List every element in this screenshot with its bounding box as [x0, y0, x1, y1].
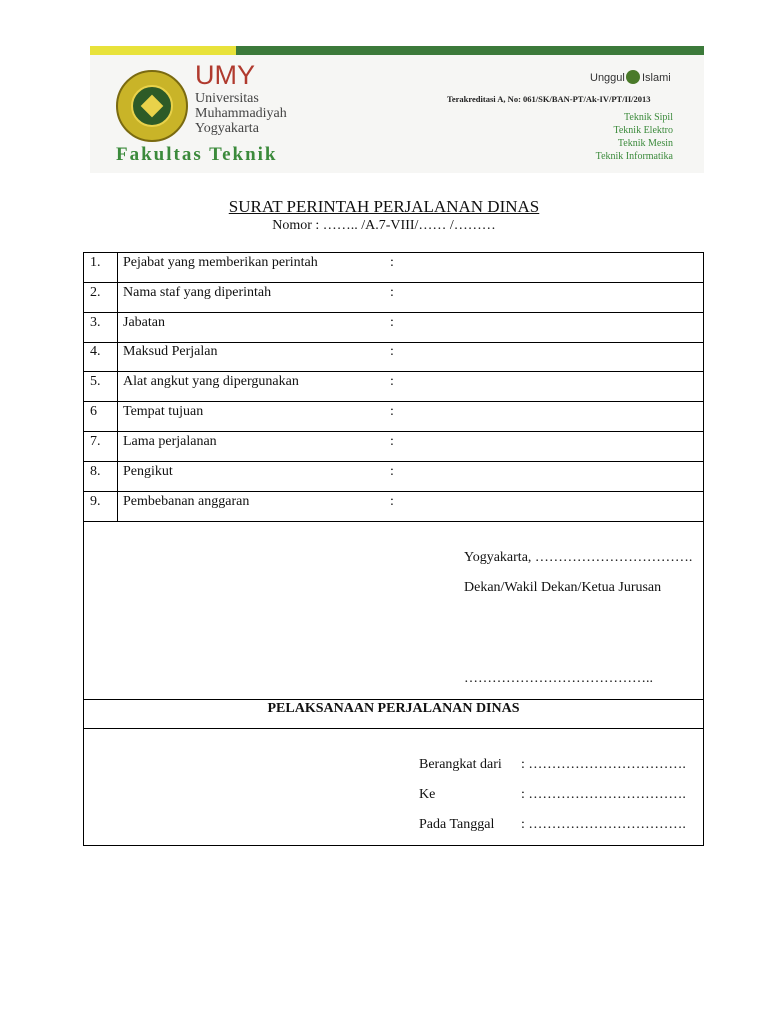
section-title: PELAKSANAAN PERJALANAN DINAS: [84, 699, 703, 729]
letterhead-bar-yellow: [90, 46, 236, 55]
form-row: 6 Tempat tujuan :: [84, 402, 703, 432]
program-item: Teknik Mesin: [617, 138, 673, 149]
faculty-name: Fakultas Teknik: [116, 144, 278, 165]
program-list: [596, 111, 673, 163]
program-item: Teknik Sipil: [623, 112, 673, 123]
document-number: Nomor : …….. /A.7-VIII/…… /………: [272, 218, 496, 233]
place-date-line: Yogyakarta, …………………………….: [464, 550, 693, 565]
form-row: 7. Lama perjalanan :: [84, 432, 703, 462]
date-label: Pada Tanggal: [419, 817, 495, 832]
university-seal-icon: [116, 70, 188, 142]
unggul-label: Unggul: [590, 72, 625, 84]
departure-from-value: : …………………………….: [521, 757, 686, 772]
signatory-position: Dekan/Wakil Dekan/Ketua Jurusan: [464, 580, 662, 595]
departure-from-label: Berangkat dari: [419, 757, 502, 772]
university-name: Universitas Muhammadiyah Yogyakarta: [195, 91, 287, 136]
form-row: 2. Nama staf yang diperintah :: [84, 283, 703, 313]
destination-label: Ke: [419, 787, 436, 802]
program-item: Teknik Informatika: [595, 151, 673, 162]
form-row: 9. Pembebanan anggaran :: [84, 492, 703, 522]
islami-label: Islami: [642, 72, 671, 84]
form-row: 1. Pejabat yang memberikan perintah :: [84, 253, 703, 283]
brand-umy: UMY: [195, 60, 255, 90]
signature-name-line: …………………………………..: [464, 671, 653, 686]
form-box: [83, 252, 704, 846]
program-item: Teknik Elektro: [613, 125, 673, 136]
form-row: 4. Maksud Perjalan :: [84, 342, 703, 372]
form-row: 3. Jabatan :: [84, 313, 703, 343]
date-value: : …………………………….: [521, 817, 686, 832]
destination-value: : …………………………….: [521, 787, 686, 802]
document-title: SURAT PERINTAH PERJALANAN DINAS: [228, 197, 540, 216]
unggul-islami-logo-icon: [626, 70, 640, 84]
form-row: 5. Alat angkut yang dipergunakan :: [84, 372, 703, 402]
accreditation-text: Terakreditasi A, No: 061/SK/BAN-PT/Ak-IV/PT/II/2013: [447, 94, 651, 104]
form-row: 8. Pengikut :: [84, 462, 703, 492]
letterhead-bar-green: [236, 46, 704, 55]
